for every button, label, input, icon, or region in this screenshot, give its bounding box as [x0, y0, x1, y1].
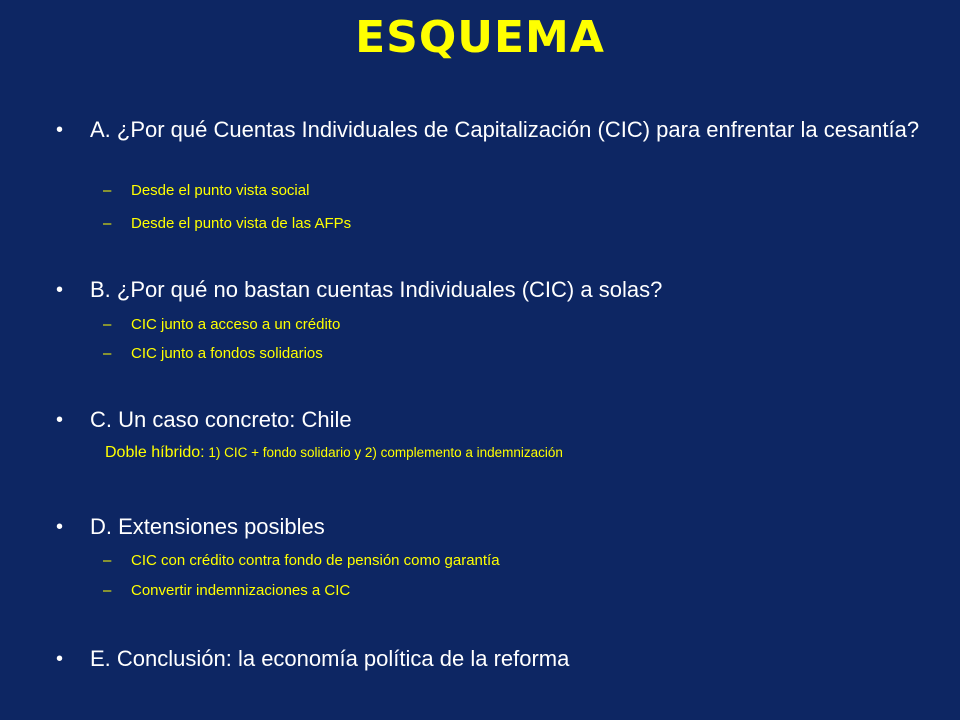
bullet-d-text: D. Extensiones posibles	[90, 514, 325, 539]
sub-a-1	[103, 181, 309, 201]
bullet-c	[56, 404, 922, 436]
bullet-c-text: C. Un caso concreto: Chile	[90, 407, 352, 432]
sub-b-2-text: CIC junto a fondos solidarios	[131, 345, 323, 362]
bullet-e-text: E. Conclusión: la economía política de la reforma	[90, 646, 570, 671]
hybrid-label: Doble híbrido:	[105, 444, 205, 461]
hybrid-line	[105, 442, 563, 464]
bullet-e	[56, 643, 922, 675]
sub-d-1	[103, 551, 500, 571]
dash-icon: –	[103, 316, 112, 333]
sub-a-2	[103, 214, 351, 234]
sub-b-1	[103, 315, 340, 335]
dash-icon: –	[103, 552, 112, 569]
sub-a-1-text: Desde el punto vista social	[131, 182, 310, 199]
bullet-dot-icon: •	[56, 119, 64, 141]
dash-icon: –	[103, 582, 112, 599]
bullet-a	[56, 114, 922, 146]
bullet-dot-icon: •	[56, 279, 64, 301]
bullet-dot-icon: •	[56, 516, 64, 538]
bullet-dot-icon: •	[56, 409, 64, 431]
sub-d-2	[103, 581, 350, 601]
bullet-b	[56, 274, 922, 306]
dash-icon: –	[103, 345, 112, 362]
sub-d-1-text: CIC con crédito contra fondo de pensión como garantía	[131, 552, 500, 569]
bullet-b-text: B. ¿Por qué no bastan cuentas Individuales (CIC) a solas?	[90, 277, 663, 302]
sub-b-2	[103, 344, 323, 364]
dash-icon: –	[103, 182, 112, 199]
bullet-d	[56, 511, 922, 543]
sub-d-2-text: Convertir indemnizaciones a CIC	[131, 582, 351, 599]
hybrid-detail: 1) CIC + fondo solidario y 2) complemento a indemnización	[204, 445, 563, 460]
bullet-dot-icon: •	[56, 648, 64, 670]
sub-b-1-text: CIC junto a acceso a un crédito	[131, 316, 341, 333]
dash-icon: –	[103, 215, 112, 232]
slide-title: ESQUEMA	[355, 12, 605, 63]
sub-a-2-text: Desde el punto vista de las AFPs	[131, 215, 352, 232]
bullet-a-text: A. ¿Por qué Cuentas Individuales de Capitalización (CIC) para enfrentar la cesantía?	[90, 117, 920, 142]
